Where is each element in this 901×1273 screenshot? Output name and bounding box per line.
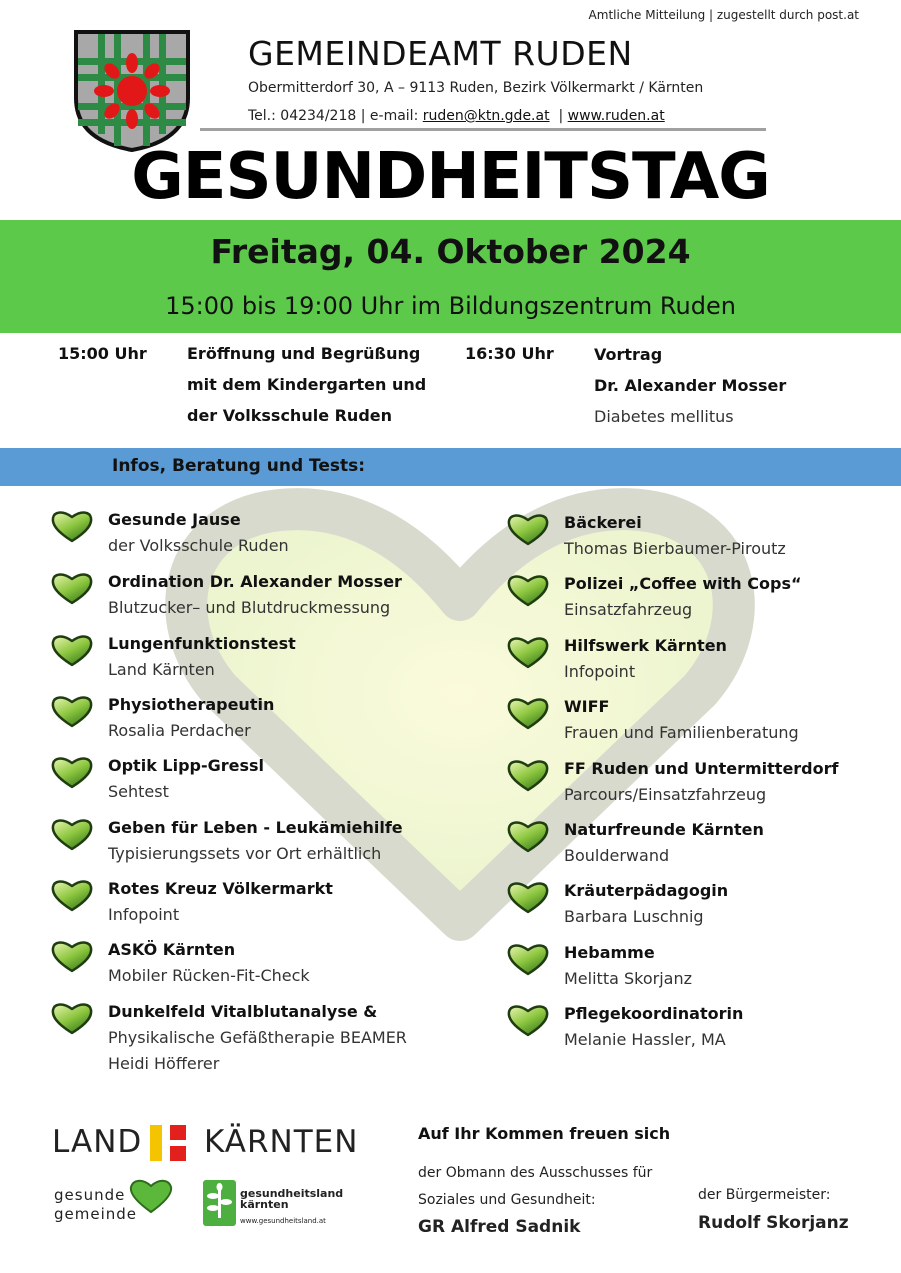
land-logo-text: LAND bbox=[52, 1124, 143, 1160]
phone-text: Tel.: 04234/218 bbox=[248, 108, 357, 124]
program-line: Diabetes mellitus bbox=[594, 407, 734, 426]
item-title: Hilfswerk Kärnten bbox=[564, 636, 727, 655]
item-title: Dunkelfeld Vitalblutanalyse & bbox=[108, 1002, 378, 1021]
item-subtitle: Land Kärnten bbox=[108, 660, 215, 679]
green-heart-icon bbox=[506, 635, 550, 669]
item-subtitle: Parcours/Einsatzfahrzeug bbox=[564, 785, 767, 804]
item-title: Rotes Kreuz Völkermarkt bbox=[108, 879, 333, 898]
signature-name: GR Alfred Sadnik bbox=[418, 1217, 581, 1237]
item-subtitle: Rosalia Perdacher bbox=[108, 721, 251, 740]
item-subtitle: Melanie Hassler, MA bbox=[564, 1030, 726, 1049]
program-time-2: 16:30 Uhr bbox=[465, 344, 554, 363]
program-desc-1 bbox=[187, 338, 426, 431]
green-heart-icon bbox=[506, 880, 550, 914]
signature-mayor bbox=[698, 1187, 849, 1233]
gl-line: gesundheitsland bbox=[240, 1187, 344, 1200]
item-subtitle: Mobiler Rücken-Fit-Check bbox=[108, 966, 310, 985]
gg-line: gesunde bbox=[54, 1186, 126, 1204]
item-subtitle: Blutzucker– und Blutdruckmessung bbox=[108, 598, 391, 617]
item-title: Lungenfunktionstest bbox=[108, 634, 296, 653]
gl-line: kärnten bbox=[240, 1198, 289, 1211]
signature-role-line: der Obmann des Ausschusses für bbox=[418, 1165, 653, 1181]
green-heart-icon bbox=[506, 512, 550, 546]
separator: | bbox=[558, 108, 564, 124]
green-heart-icon bbox=[506, 819, 550, 853]
item-subtitle: der Volksschule Ruden bbox=[108, 536, 289, 555]
org-address: Obermitterdorf 30, A – 9113 Ruden, Bezirk Völkermarkt / Kärnten bbox=[248, 80, 704, 96]
event-time-place: 15:00 bis 19:00 Uhr im Bildungszentrum Ruden bbox=[165, 292, 736, 320]
green-heart-icon bbox=[50, 878, 94, 912]
gesundheitsland-logo-icon bbox=[203, 1180, 236, 1226]
gesundheitsland-logo-text bbox=[240, 1188, 343, 1210]
website-link[interactable]: www.ruden.at bbox=[567, 108, 665, 124]
email-label: e-mail: bbox=[369, 108, 419, 124]
item-subtitle: Typisierungssets vor Ort erhältlich bbox=[108, 844, 382, 863]
program-line: Dr. Alexander Mosser bbox=[594, 376, 787, 395]
program-line: der Volksschule Ruden bbox=[187, 406, 393, 425]
item-subtitle: Sehtest bbox=[108, 782, 169, 801]
land-kaernten-logo-icon bbox=[150, 1125, 186, 1161]
item-title: Polizei „Coffee with Cops“ bbox=[564, 574, 802, 593]
item-subtitle: Physikalische Gefäßtherapie BEAMER bbox=[108, 1028, 407, 1047]
item-title: Pflegekoordinatorin bbox=[564, 1004, 744, 1023]
item-subtitle: Barbara Luschnig bbox=[564, 907, 704, 926]
item-subtitle: Einsatzfahrzeug bbox=[564, 600, 693, 619]
item-title: WIFF bbox=[564, 697, 610, 716]
item-subtitle: Infopoint bbox=[564, 662, 636, 681]
item-subtitle: Frauen und Familienberatung bbox=[564, 723, 799, 742]
org-name: GEMEINDEAMT RUDEN bbox=[248, 34, 633, 73]
gesundheitsland-url: www.gesundheitsland.at bbox=[240, 1217, 326, 1225]
event-title: GESUNDHEITSTAG bbox=[131, 140, 770, 214]
item-subtitle: Heidi Höfferer bbox=[108, 1054, 220, 1073]
municipal-crest-icon bbox=[72, 28, 192, 153]
signature-chair bbox=[418, 1160, 652, 1241]
kaernten-logo-text: KÄRNTEN bbox=[204, 1124, 359, 1160]
green-heart-icon bbox=[506, 696, 550, 730]
green-heart-icon bbox=[50, 633, 94, 667]
item-title: FF Ruden und Untermitterdorf bbox=[564, 759, 839, 778]
item-title: Geben für Leben - Leukämiehilfe bbox=[108, 818, 403, 837]
org-contact bbox=[248, 108, 665, 124]
program-time-1: 15:00 Uhr bbox=[58, 344, 147, 363]
gg-line: gemeinde bbox=[54, 1205, 138, 1223]
section-heading: Infos, Beratung und Tests: bbox=[112, 456, 366, 476]
green-heart-icon bbox=[50, 694, 94, 728]
item-subtitle: Melitta Skorjanz bbox=[564, 969, 692, 988]
closing-heading: Auf Ihr Kommen freuen sich bbox=[418, 1124, 671, 1143]
green-heart-icon bbox=[506, 942, 550, 976]
program-desc-2 bbox=[594, 339, 786, 432]
item-title: Ordination Dr. Alexander Mosser bbox=[108, 572, 402, 591]
official-notice: Amtliche Mitteilung | zugestellt durch post.at bbox=[588, 8, 859, 22]
item-subtitle: Boulderwand bbox=[564, 846, 670, 865]
event-date: Freitag, 04. Oktober 2024 bbox=[210, 232, 691, 271]
gesunde-gemeinde-logo bbox=[54, 1186, 137, 1224]
gesunde-gemeinde-heart-icon bbox=[128, 1178, 174, 1214]
item-title: Naturfreunde Kärnten bbox=[564, 820, 764, 839]
program-line: Eröffnung und Begrüßung bbox=[187, 344, 421, 363]
green-heart-icon bbox=[50, 755, 94, 789]
green-heart-icon bbox=[506, 573, 550, 607]
green-heart-icon bbox=[50, 939, 94, 973]
signature-name: Rudolf Skorjanz bbox=[698, 1213, 849, 1233]
green-heart-icon bbox=[506, 758, 550, 792]
green-heart-icon bbox=[506, 1003, 550, 1037]
item-title: ASKÖ Kärnten bbox=[108, 940, 236, 959]
separator: | bbox=[360, 108, 366, 124]
signature-role-line: der Bürgermeister: bbox=[698, 1187, 831, 1203]
program-line: Vortrag bbox=[594, 345, 663, 364]
email-link[interactable]: ruden@ktn.gde.at bbox=[422, 108, 550, 124]
green-heart-icon bbox=[50, 509, 94, 543]
item-subtitle: Infopoint bbox=[108, 905, 180, 924]
green-heart-icon bbox=[50, 571, 94, 605]
item-title: Kräuterpädagogin bbox=[564, 881, 729, 900]
item-title: Optik Lipp-Gressl bbox=[108, 756, 265, 775]
item-title: Physiotherapeutin bbox=[108, 695, 275, 714]
green-heart-icon bbox=[50, 1001, 94, 1035]
signature-role-line: Soziales und Gesundheit: bbox=[418, 1192, 596, 1208]
program-line: mit dem Kindergarten und bbox=[187, 375, 427, 394]
header-divider bbox=[200, 128, 766, 131]
item-subtitle: Thomas Bierbaumer-Piroutz bbox=[564, 539, 786, 558]
item-title: Hebamme bbox=[564, 943, 655, 962]
green-heart-icon bbox=[50, 817, 94, 851]
item-title: Bäckerei bbox=[564, 513, 642, 532]
item-title: Gesunde Jause bbox=[108, 510, 241, 529]
